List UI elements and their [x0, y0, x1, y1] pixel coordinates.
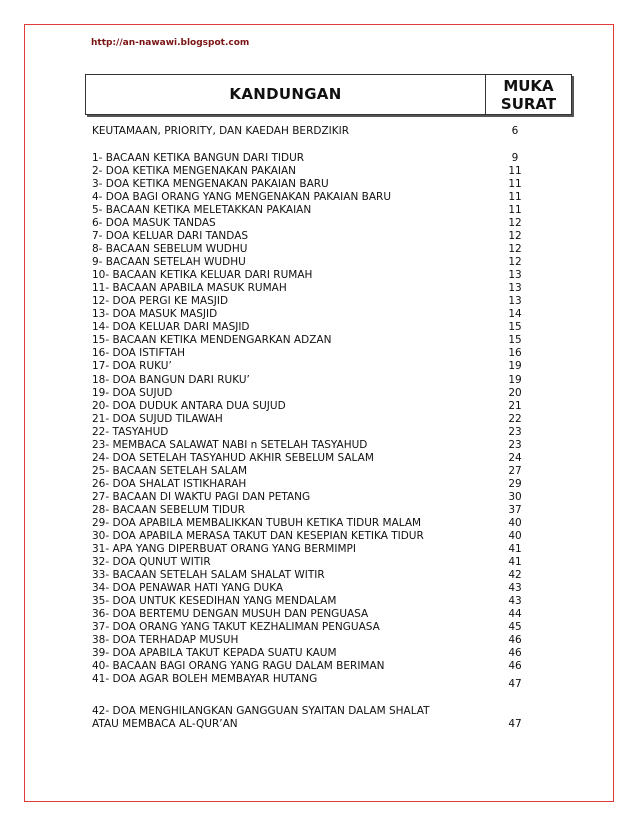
toc-entry-page: 12 — [508, 256, 522, 269]
toc-entry-label: 24- DOA SETELAH TASYAHUD AKHIR SEBELUM SALAM — [92, 451, 374, 464]
toc-entry-label: 13- DOA MASUK MASJID — [92, 308, 218, 321]
toc-entry-42-label-line2: ATAU MEMBACA AL-QUR’AN — [92, 718, 238, 730]
page-header-line1: MUKA — [503, 77, 554, 95]
page-column-header — [486, 77, 571, 113]
toc-entry-page: 13 — [508, 295, 522, 308]
toc-entry-page: 12 — [508, 243, 522, 256]
toc-entry-page: 37 — [508, 503, 522, 516]
toc-entry-page: 23 — [508, 438, 522, 451]
toc-entry-page: 12 — [508, 217, 522, 230]
toc-entry-page: 46 — [508, 660, 522, 673]
toc-entry-page: 12 — [508, 230, 522, 243]
toc-entry-label: 36- DOA BERTEMU DENGAN MUSUH DAN PENGUASA — [92, 608, 369, 621]
toc-entry-page: 11 — [508, 165, 522, 178]
toc-entry-label: 11- BACAAN APABILA MASUK RUMAH — [92, 282, 287, 295]
toc-entry-page: 11 — [508, 178, 522, 191]
toc-entry-page: 20 — [508, 386, 522, 399]
toc-entry-label: 6- DOA MASUK TANDAS — [92, 217, 216, 230]
toc-entry-page: 14 — [508, 308, 522, 321]
toc-entry-label: 21- DOA SUJUD TILAWAH — [92, 412, 223, 425]
toc-entry-42-label-line1: 42- DOA MENGHILANGKAN GANGGUAN SYAITAN DALAM SHALAT — [92, 705, 430, 717]
toc-entry-page: 43 — [508, 595, 522, 608]
toc-header — [85, 74, 572, 115]
toc-entry-page: 41 — [508, 542, 522, 555]
toc-entry-label: 29- DOA APABILA MEMBALIKKAN TUBUH KETIKA TIDUR MALAM — [92, 516, 422, 529]
toc-entry-label: 17- DOA RUKU’ — [92, 360, 172, 373]
toc-entry-page: 23 — [508, 425, 522, 438]
toc-entry-label: 28- BACAAN SEBELUM TIDUR — [92, 503, 245, 516]
toc-entry-page: 45 — [508, 621, 522, 634]
toc-entry-label: 7- DOA KELUAR DARI TANDAS — [92, 230, 249, 243]
toc-entry-page: 22 — [508, 412, 522, 425]
toc-entry-42-page: 47 — [508, 718, 522, 730]
toc-entry-label: 16- DOA ISTIFTAH — [92, 347, 185, 360]
toc-entry-label: 12- DOA PERGI KE MASJID — [92, 295, 229, 308]
toc-entry-label: 35- DOA UNTUK KESEDIHAN YANG MENDALAM — [92, 595, 337, 608]
toc-entry-page: 43 — [508, 581, 522, 594]
toc-intro-label: KEUTAMAAN, PRIORITY, DAN KAEDAH BERDZIKIR — [92, 125, 350, 137]
toc-entry-page: 15 — [508, 321, 522, 334]
toc-entry-page: 11 — [508, 204, 522, 217]
toc-entry-label: 34- DOA PENAWAR HATI YANG DUKA — [92, 581, 284, 594]
toc-entry-page: 40 — [508, 529, 522, 542]
toc-entry-label: 30- DOA APABILA MERASA TAKUT DAN KESEPIAN KETIKA TIDUR — [92, 529, 424, 542]
toc-entry-page: 41 — [508, 555, 522, 568]
toc-entry-label: 33- BACAAN SETELAH SALAM SHALAT WITIR — [92, 568, 325, 581]
toc-entry-page: 15 — [508, 334, 522, 347]
toc-entry-label: 14- DOA KELUAR DARI MASJID — [92, 321, 250, 334]
toc-entry-label: 27- BACAAN DI WAKTU PAGI DAN PETANG — [92, 490, 311, 503]
toc-entry-label: 23- MEMBACA SALAWAT NABI n SETELAH TASYAHUD — [92, 438, 368, 451]
toc-entry-label: 41- DOA AGAR BOLEH MEMBAYAR HUTANG — [92, 673, 318, 686]
toc-entry-label: 10- BACAAN KETIKA KELUAR DARI RUMAH — [92, 269, 313, 282]
toc-entry-label: 18- DOA BANGUN DARI RUKU’ — [92, 373, 250, 386]
toc-entry-label: 22- TASYAHUD — [92, 425, 169, 438]
toc-entry-page: 40 — [508, 516, 522, 529]
toc-entry-label: 5- BACAAN KETIKA MELETAKKAN PAKAIAN — [92, 204, 312, 217]
toc-entry-label: 20- DOA DUDUK ANTARA DUA SUJUD — [92, 399, 286, 412]
toc-entry-label: 15- BACAAN KETIKA MENDENGARKAN ADZAN — [92, 334, 332, 347]
toc-entry-page: 13 — [508, 282, 522, 295]
toc-entry-label: 31- APA YANG DIPERBUAT ORANG YANG BERMIMPI — [92, 542, 356, 555]
toc-entry-label: 4- DOA BAGI ORANG YANG MENGENAKAN PAKAIAN BARU — [92, 191, 392, 204]
toc-entry-label: 19- DOA SUJUD — [92, 386, 173, 399]
toc-entry-page: 46 — [508, 647, 522, 660]
toc-entry-page: 11 — [508, 191, 522, 204]
toc-entry-label: 32- DOA QUNUT WITIR — [92, 555, 211, 568]
toc-intro-page: 6 — [511, 125, 519, 137]
toc-entry-page: 19 — [508, 360, 522, 373]
toc-entry-label: 40- BACAAN BAGI ORANG YANG RAGU DALAM BERIMAN — [92, 660, 385, 673]
toc-entry-page: 24 — [508, 451, 522, 464]
toc-title: KANDUNGAN — [229, 85, 342, 103]
toc-entry-page: 13 — [508, 269, 522, 282]
toc-entry-page: 47 — [508, 678, 522, 691]
toc-entry-label: 39- DOA APABILA TAKUT KEPADA SUATU KAUM — [92, 647, 337, 660]
toc-entry-label: 2- DOA KETIKA MENGENAKAN PAKAIAN — [92, 165, 297, 178]
toc-entry-page: 16 — [508, 347, 522, 360]
toc-entry-label: 3- DOA KETIKA MENGENAKAN PAKAIAN BARU — [92, 178, 329, 191]
toc-entry-page: 21 — [508, 399, 522, 412]
toc-entry-label: 1- BACAAN KETIKA BANGUN DARI TIDUR — [92, 152, 305, 164]
page-header-line2: SURAT — [500, 95, 557, 113]
toc-entry-label: 37- DOA ORANG YANG TAKUT KEZHALIMAN PENGUASA — [92, 621, 380, 634]
toc-entry-label: 38- DOA TERHADAP MUSUH — [92, 634, 239, 647]
toc-entry-page: 9 — [511, 152, 519, 164]
toc-entry-label: 25- BACAAN SETELAH SALAM — [92, 464, 248, 477]
toc-entry-page: 30 — [508, 490, 522, 503]
toc-entry-label: 8- BACAAN SEBELUM WUDHU — [92, 243, 248, 256]
toc-entry-label: 9- BACAAN SETELAH WUDHU — [92, 256, 246, 269]
toc-entry-page: 29 — [508, 477, 522, 490]
toc-entry-page: 44 — [508, 608, 522, 621]
blog-url[interactable]: http://an-nawawi.blogspot.com — [91, 38, 250, 48]
toc-entry-label: 26- DOA SHALAT ISTIKHARAH — [92, 477, 247, 490]
toc-entry-page: 27 — [508, 464, 522, 477]
toc-entry-page: 42 — [508, 568, 522, 581]
toc-entry-page: 46 — [508, 634, 522, 647]
toc-entry-page: 19 — [508, 373, 522, 386]
